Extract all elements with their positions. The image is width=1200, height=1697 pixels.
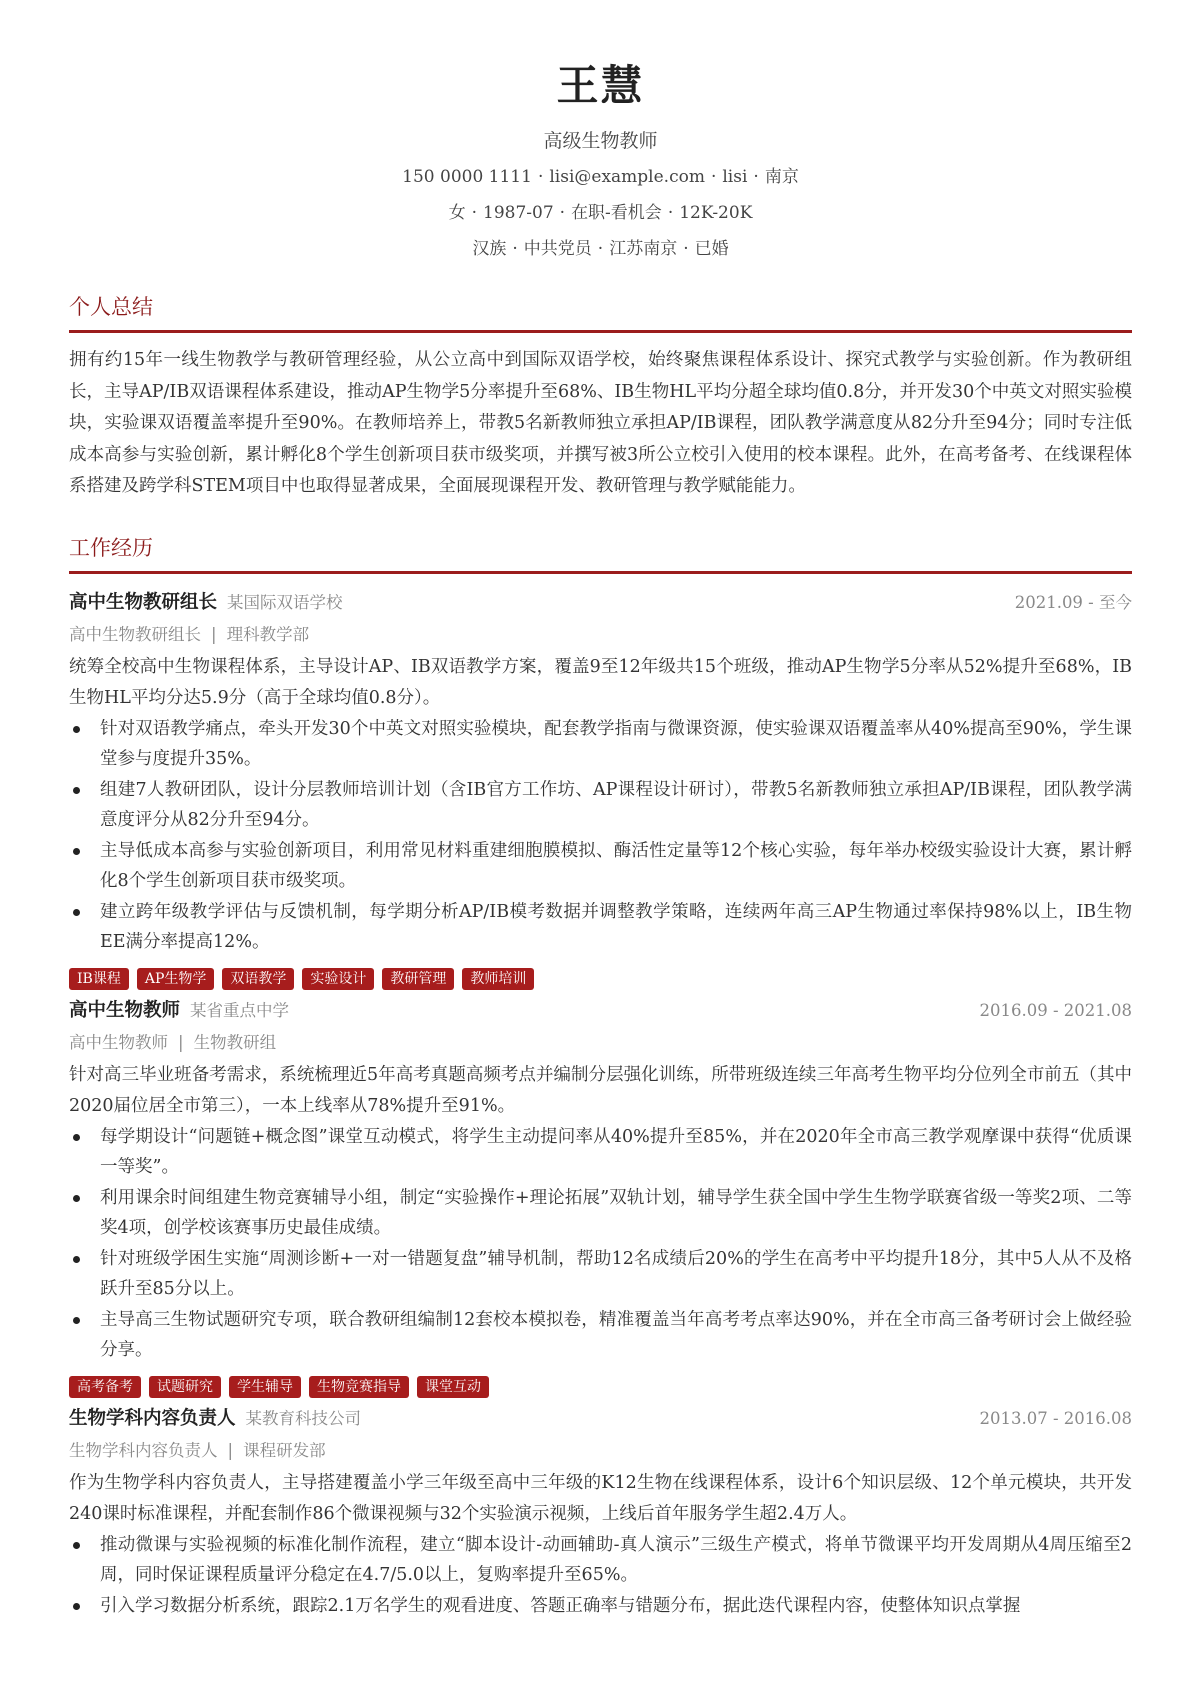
job-entry [69,996,1132,1398]
info-item: 1987-07 [483,203,554,223]
achievement-text: 针对班级学困生实施“周测诊断+一对一错题复盘”辅导机制，帮助12名成绩后20%的学生在高考中平均提升18分，其中5人从不及格跃升至85分以上。 [100,1248,1132,1299]
achievement-text: 主导高三生物试题研究专项，联合教研组编制12套校本模拟卷，精准覆盖当年高考考点率达90%，并在全市高三备考研讨会上做经验分享。 [100,1309,1132,1360]
skill-tag: 学生辅导 [229,1376,301,1398]
achievement-list [69,1122,1132,1366]
achievement-item [69,1122,1132,1183]
info-item: 江苏南京 [609,239,678,259]
basic-info-line [69,200,1132,226]
achievement-item [69,897,1132,958]
job-date: 2021.09 - 至今 [1014,592,1132,612]
job-entry [69,588,1132,990]
job-description: 统筹全校高中生物课程体系，主导设计AP、IB双语教学方案，覆盖9至12年级共15个班级，推动AP生物学5分率从52%提升至68%，IB生物HL平均分达5.9分（高于全球均值0.8分）。 [69,656,1132,708]
job-list [69,588,1132,1622]
achievement-text: 针对双语教学痛点，牵头开发30个中英文对照实验模块，配套教学指南与微课资源，使实验课双语覆盖率从40%提高至90%，学生课堂参与度提升35%。 [100,718,1132,769]
skill-tags [69,968,1132,990]
job-description: 针对高三毕业班备考需求，系统梳理近5年高考真题高频考点并编制分层强化训练，所带班级连续三年高考生物平均分位列全市前五（其中2020届位居全市第三），一本上线率从78%提升至91%。 [69,1064,1132,1116]
achievement-list [69,1530,1132,1622]
job-header [69,1404,1132,1434]
job-subline [69,1436,1132,1466]
info-item: 在职-看机会 [571,203,662,223]
info-item: 12K-20K [679,203,753,223]
skill-tag: 教师培训 [462,968,534,990]
achievement-list [69,714,1132,958]
info-separator: · [753,167,759,187]
bullet-dot [73,787,80,794]
info-item: lisi@example.com [549,167,705,187]
achievement-item [69,714,1132,775]
bullet-dot [73,1195,80,1202]
skill-tag: 试题研究 [149,1376,221,1398]
job-department: 理科教学部 [226,624,310,644]
job-date: 2016.09 - 2021.08 [979,1000,1132,1020]
info-item: 南京 [764,167,799,187]
achievement-text: 引入学习数据分析系统，跟踪2.1万名学生的观看进度、答题正确率与错题分布，据此迭代课程内容，使整体知识点掌握 [100,1595,1021,1616]
info-separator: · [537,167,544,187]
info-separator: · [597,239,604,259]
sub-separator: | [211,624,217,644]
job-role: 高中生物教师 [69,999,181,1021]
skill-tag: 高考备考 [69,1376,141,1398]
achievement-text: 建立跨年级教学评估与反馈机制，每学期分析AP/IB模考数据并调整教学策略，连续两年高三AP生物通过率保持98%以上，IB生物EE满分率提高12%。 [100,901,1132,952]
achievement-item [69,1591,1132,1622]
info-item: 已婚 [694,239,729,259]
job-position: 高中生物教师 [69,1032,168,1052]
candidate-name: 王慧 [556,61,645,110]
bullet-dot [73,909,80,916]
summary-text: 拥有约15年一线生物教学与教研管理经验，从公立高中到国际双语学校，始终聚焦课程体系设计、探究式教学与实验创新。作为教研组长，主导AP/IB双语课程体系建设，推动AP生物学5分率提升至68%、IB生物HL平均分超全球均值0.8分，并开发30个中英文对照实验模块，实验课双语覆盖率提升至90%。在教师培养上，带教5名新教师独立承担AP/IB课程，团队教学满意度从82分升至94分；同时专注低成本高参与实验创新，累计孵化8个学生创新项目获市级奖项，并撰写被3所公立校引入使用的校本课程。此外，在高考备考、在线课程体系搭建及跨学科STEM项目中也取得显著成果，全面展现课程开发、教研管理与教学赋能能力。 [69,350,1132,496]
job-heading [69,996,289,1026]
candidate-title: 高级生物教师 [543,130,658,152]
info-separator: · [667,203,674,223]
achievement-item [69,1530,1132,1591]
info-item: 150 0000 1111 [402,167,532,187]
job-heading [69,588,343,618]
work-section [69,533,1132,1622]
section-title-summary: 个人总结 [69,292,1132,333]
info-separator: · [683,239,689,259]
contact-line [69,164,1132,190]
resume-page [69,0,1132,1621]
info-separator: · [471,203,478,223]
info-separator: · [512,239,518,259]
skill-tag: IB课程 [69,968,129,990]
section-title-work: 工作经历 [69,533,1132,574]
info-item: 女 [448,203,466,223]
extra-info-line [69,236,1132,262]
sub-separator: | [227,1440,234,1460]
skill-tag: 课堂互动 [417,1376,489,1398]
info-separator: · [710,167,717,187]
job-position: 高中生物教研组长 [69,624,201,644]
job-subline [69,620,1132,650]
job-department: 生物教研组 [193,1032,277,1052]
achievement-text: 推动微课与实验视频的标准化制作流程，建立“脚本设计-动画辅助-真人演示”三级生产模式，将单节微课平均开发周期从4周压缩至2周，同时保证课程质量评分稳定在4.7/5.0以上，复购率提升至65%。 [100,1534,1132,1585]
job-header [69,996,1132,1026]
job-header [69,588,1132,618]
bullet-dot [73,848,80,855]
achievement-item [69,836,1132,897]
achievement-item [69,1244,1132,1305]
resume-header [69,56,1132,262]
job-company: 某省重点中学 [190,1000,290,1020]
skill-tag: 双语教学 [222,968,294,990]
sub-separator: | [178,1032,184,1052]
bullet-dot [73,1542,80,1549]
job-subline [69,1028,1132,1058]
bullet-dot [73,726,80,733]
bullet-dot [73,1134,80,1141]
achievement-text: 组建7人教研团队，设计分层教师培训计划（含IB官方工作坊、AP课程设计研讨），带教5名新教师独立承担AP/IB课程，团队教学满意度评分从82分升至94分。 [100,779,1132,830]
summary-section [69,292,1132,503]
job-role: 生物学科内容负责人 [69,1407,236,1429]
achievement-item [69,775,1132,836]
info-item: 中共党员 [523,239,592,259]
job-date: 2013.07 - 2016.08 [979,1408,1132,1428]
skill-tag: 生物竞赛指导 [309,1376,409,1398]
job-company: 某国际双语学校 [227,592,343,612]
skill-tag: 实验设计 [302,968,374,990]
bullet-dot [73,1256,80,1263]
job-company: 某教育科技公司 [245,1408,362,1428]
skill-tag: AP生物学 [137,968,215,990]
job-department: 课程研发部 [243,1440,326,1460]
info-item: lisi [722,167,748,187]
job-entry [69,1404,1132,1622]
job-role: 高中生物教研组长 [69,591,218,613]
info-separator: · [559,203,566,223]
achievement-item [69,1183,1132,1244]
skill-tag: 教研管理 [382,968,454,990]
job-heading [69,1404,361,1434]
skill-tags [69,1376,1132,1398]
achievement-text: 主导低成本高参与实验创新项目，利用常见材料重建细胞膜模拟、酶活性定量等12个核心实验，每年举办校级实验设计大赛，累计孵化8个学生创新项目获市级奖项。 [100,840,1132,891]
bullet-dot [73,1317,80,1324]
bullet-dot [73,1603,80,1610]
achievement-item [69,1305,1132,1366]
achievement-text: 利用课余时间组建生物竞赛辅导小组，制定“实验操作+理论拓展”双轨计划，辅导学生获全国中学生生物学联赛省级一等奖2项、二等奖4项，创学校该赛事历史最佳成绩。 [100,1187,1132,1238]
job-position: 生物学科内容负责人 [69,1440,218,1460]
job-description: 作为生物学科内容负责人，主导搭建覆盖小学三年级至高中三年级的K12生物在线课程体系，设计6个知识层级、12个单元模块，共开发240课时标准课程，并配套制作86个微课视频与32个实验演示视频，上线后首年服务学生超2.4万人。 [69,1472,1132,1524]
achievement-text: 每学期设计“问题链+概念图”课堂互动模式，将学生主动提问率从40%提升至85%，并在2020年全市高三教学观摩课中获得“优质课一等奖”。 [100,1126,1132,1177]
info-item: 汉族 [472,239,507,259]
